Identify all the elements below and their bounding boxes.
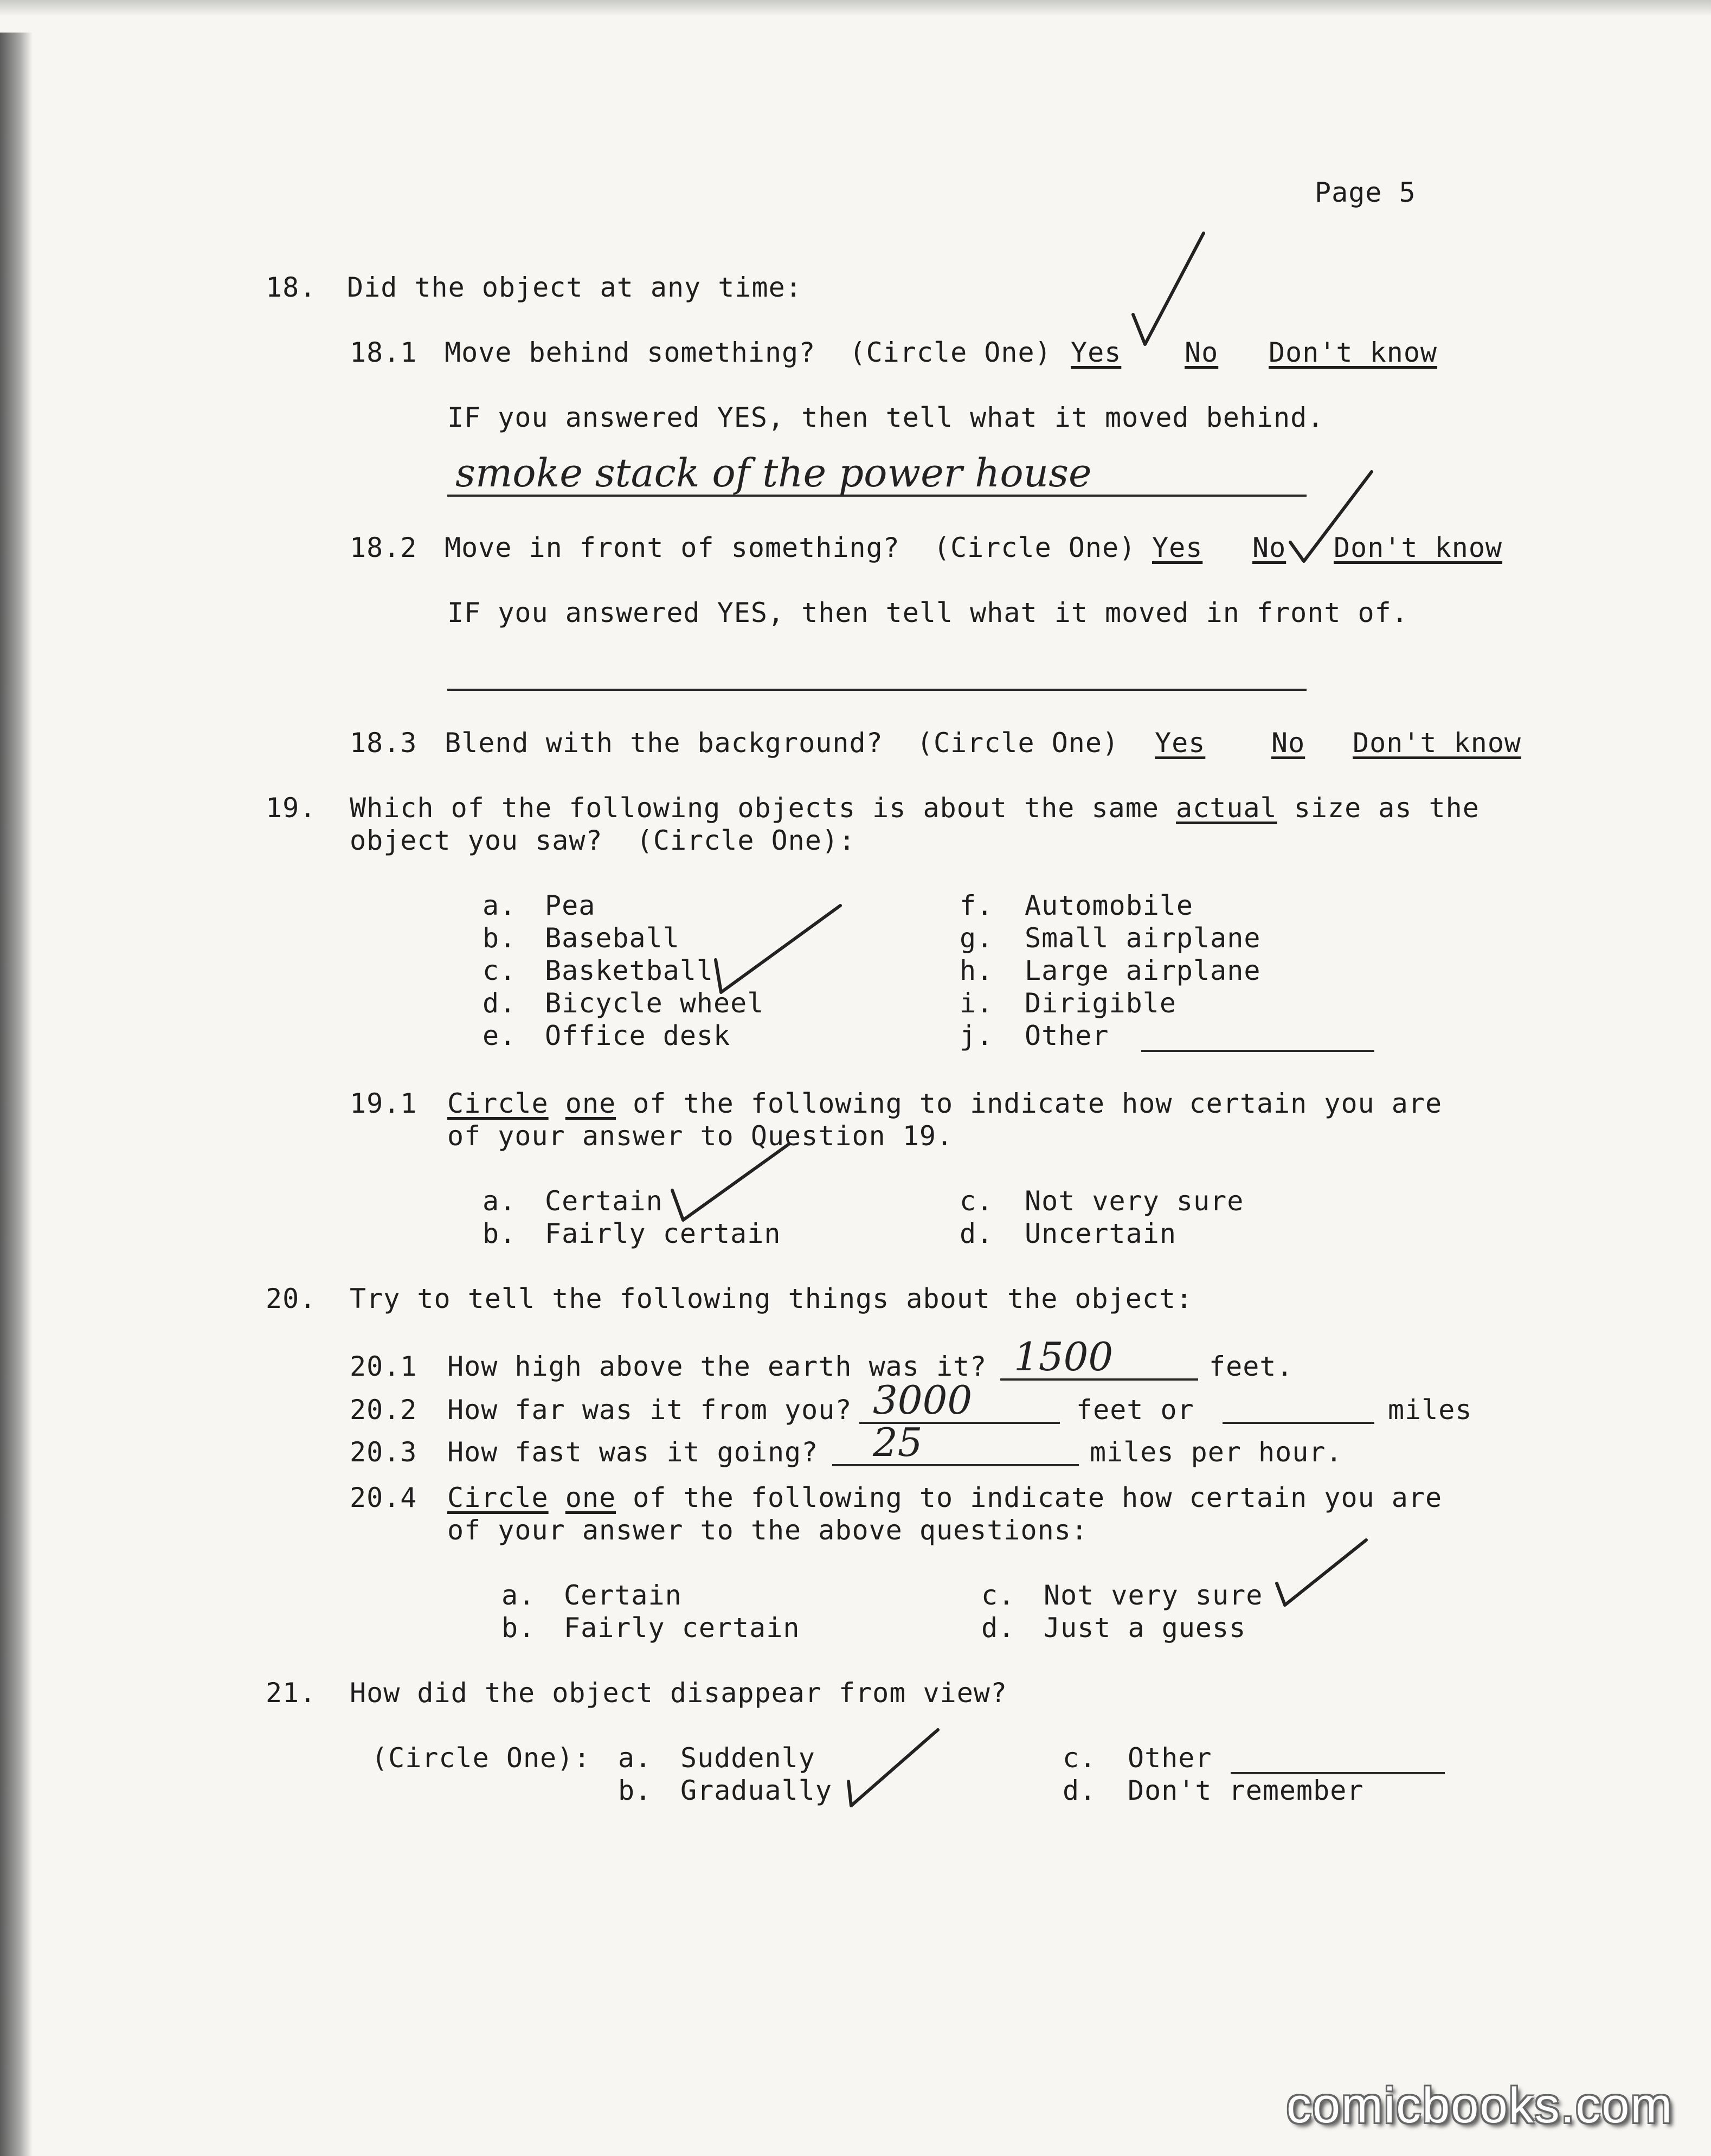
q21-circle-one-label: (Circle One): <box>371 1742 591 1774</box>
q19-option-i-letter: i. <box>960 987 994 1019</box>
q18-2-text: Move in front of something? (Circle One) <box>445 532 1136 563</box>
q20-2-unit-feet: feet or <box>1076 1394 1194 1426</box>
q20-3-answer-line <box>832 1464 1079 1466</box>
q18-3-dont-know-option[interactable]: Don't know <box>1353 727 1522 759</box>
q18-1-yes-check-mark <box>1122 228 1220 352</box>
q20-4-option-b-letter: b. <box>501 1612 536 1644</box>
q19-option-g[interactable]: Small airplane <box>1025 922 1261 954</box>
q20-2-miles-line[interactable] <box>1223 1422 1374 1424</box>
q18-1-no-option[interactable]: No <box>1185 337 1219 368</box>
q19-1-option-d-letter: d. <box>960 1218 994 1249</box>
q20-4-option-c-letter: c. <box>981 1580 1015 1611</box>
q21-option-b[interactable]: Gradually <box>680 1775 832 1806</box>
q19-option-d-letter: d. <box>483 987 517 1019</box>
q19-1-text-line1: Circle one of the following to indicate how certain you are <box>447 1088 1443 1119</box>
q20-4-option-a[interactable]: Certain <box>564 1580 682 1611</box>
q20-4-text-line1: Circle one of the following to indicate how certain you are <box>447 1482 1443 1513</box>
page-number: Page 5 <box>1315 177 1416 208</box>
q19-option-b[interactable]: Baseball <box>545 922 680 954</box>
q19-option-j-letter: j. <box>960 1020 994 1051</box>
q18-1-dont-know-option[interactable]: Don't know <box>1269 337 1438 368</box>
q20-2-text: How far was it from you? <box>447 1394 852 1426</box>
q21-option-a[interactable]: Suddenly <box>680 1742 815 1774</box>
q20-4-option-c[interactable]: Not very sure <box>1044 1580 1263 1611</box>
q20-3-number: 20.3 <box>350 1436 417 1468</box>
q21-option-c-letter: c. <box>1063 1742 1097 1774</box>
q20-4-option-d[interactable]: Just a guess <box>1044 1612 1246 1644</box>
q19-1-option-d[interactable]: Uncertain <box>1025 1218 1176 1249</box>
q19-number: 19. <box>266 792 317 824</box>
q20-2-number: 20.2 <box>350 1394 417 1426</box>
q19-option-a-letter: a. <box>483 890 517 921</box>
q19-option-c-letter: c. <box>483 955 517 986</box>
q21-option-d[interactable]: Don't remember <box>1128 1775 1364 1806</box>
q19-1-option-a[interactable]: Certain <box>545 1185 663 1217</box>
q19-1-option-a-letter: a. <box>483 1185 517 1217</box>
q20-1-text: How high above the earth was it? <box>447 1351 987 1382</box>
q19-option-j[interactable]: Other <box>1025 1020 1109 1051</box>
q20-3-unit: miles per hour. <box>1090 1436 1343 1468</box>
q19-text-line1: Which of the following objects is about the same actual size as the <box>350 792 1480 824</box>
q18-2-dont-know-option[interactable]: Don't know <box>1334 532 1503 563</box>
q18-text: Did the object at any time: <box>347 272 802 303</box>
q19-text-line2: object you saw? (Circle One): <box>350 825 856 856</box>
q19-option-c[interactable]: Basketball <box>545 955 714 986</box>
q18-3-number: 18.3 <box>350 727 417 759</box>
q19-1-option-c[interactable]: Not very sure <box>1025 1185 1244 1217</box>
q21-option-b-letter: b. <box>618 1775 652 1806</box>
q19-option-i[interactable]: Dirigible <box>1025 987 1176 1019</box>
q20-2-unit-miles: miles <box>1388 1394 1472 1426</box>
q18-2-no-option[interactable]: No <box>1252 532 1287 563</box>
q19-basketball-check-mark <box>705 900 846 1003</box>
q18-3-no-option[interactable]: No <box>1271 727 1305 759</box>
q18-1-number: 18.1 <box>350 337 417 368</box>
q21-option-a-letter: a. <box>618 1742 652 1774</box>
q18-1-text: Move behind something? (Circle One) <box>445 337 1052 368</box>
q20-3-text: How fast was it going? <box>447 1436 819 1468</box>
q19-option-a[interactable]: Pea <box>545 890 596 921</box>
q19-option-b-letter: b. <box>483 922 517 954</box>
q18-1-followup: IF you answered YES, then tell what it moved behind. <box>447 402 1324 433</box>
q20-4-text-line2: of your answer to the above questions: <box>447 1515 1088 1546</box>
q20-4-option-b[interactable]: Fairly certain <box>564 1612 800 1644</box>
q18-1-yes-option[interactable]: Yes <box>1071 337 1122 368</box>
q18-2-number: 18.2 <box>350 532 417 563</box>
q18-1-handwritten-answer[interactable]: smoke stack of the power house <box>455 450 1092 496</box>
q18-3-text: Blend with the background? (Circle One) <box>445 727 1120 759</box>
q18-number: 18. <box>266 272 317 303</box>
q21-text: How did the object disappear from view? <box>350 1677 1007 1709</box>
q18-2-followup: IF you answered YES, then tell what it moved in front of. <box>447 597 1408 628</box>
q20-1-number: 20.1 <box>350 1351 417 1382</box>
q20-1-handwritten-answer[interactable]: 1500 <box>1014 1334 1114 1379</box>
q19-1-option-c-letter: c. <box>960 1185 994 1217</box>
q19-option-g-letter: g. <box>960 922 994 954</box>
q19-option-h[interactable]: Large airplane <box>1025 955 1261 986</box>
q18-2-answer-line[interactable] <box>447 689 1307 691</box>
q21-gradually-check-mark <box>840 1724 943 1811</box>
scan-top-edge <box>0 0 1711 16</box>
q18-2-no-check-mark <box>1285 466 1377 569</box>
q20-3-handwritten-answer[interactable]: 25 <box>873 1420 923 1465</box>
q19-option-e-letter: e. <box>483 1020 517 1051</box>
q20-1-unit: feet. <box>1209 1351 1294 1382</box>
q18-2-yes-option[interactable]: Yes <box>1152 532 1203 563</box>
q19-1-option-b[interactable]: Fairly certain <box>545 1218 781 1249</box>
q19-1-text-line2: of your answer to Question 19. <box>447 1120 954 1152</box>
q21-option-d-letter: d. <box>1063 1775 1097 1806</box>
q20-1-answer-line <box>1000 1378 1198 1381</box>
q20-4-number: 20.4 <box>350 1482 417 1513</box>
watermark: comicbooks.com <box>1286 2078 1673 2133</box>
q20-2-handwritten-answer[interactable]: 3000 <box>873 1377 973 1423</box>
q19-option-f-letter: f. <box>960 890 994 921</box>
q19-1-number: 19.1 <box>350 1088 417 1119</box>
q20-text: Try to tell the following things about the object: <box>350 1283 1193 1314</box>
q21-option-c[interactable]: Other <box>1128 1742 1212 1774</box>
q19-1-certain-check-mark <box>664 1139 794 1231</box>
q19-option-f[interactable]: Automobile <box>1025 890 1194 921</box>
q20-4-option-a-letter: a. <box>501 1580 536 1611</box>
q20-number: 20. <box>266 1283 317 1314</box>
q20-4-option-d-letter: d. <box>981 1612 1015 1644</box>
q18-1-answer-line <box>447 495 1307 497</box>
q19-option-e[interactable]: Office desk <box>545 1020 731 1051</box>
q19-option-d[interactable]: Bicycle wheel <box>545 987 764 1019</box>
q20-4-not-very-sure-check-mark <box>1269 1535 1372 1616</box>
q19-option-h-letter: h. <box>960 955 994 986</box>
q19-1-option-b-letter: b. <box>483 1218 517 1249</box>
q21-number: 21. <box>266 1677 317 1709</box>
scan-left-edge <box>0 33 33 2156</box>
q19-other-line[interactable] <box>1141 1050 1374 1052</box>
q18-3-yes-option[interactable]: Yes <box>1155 727 1206 759</box>
